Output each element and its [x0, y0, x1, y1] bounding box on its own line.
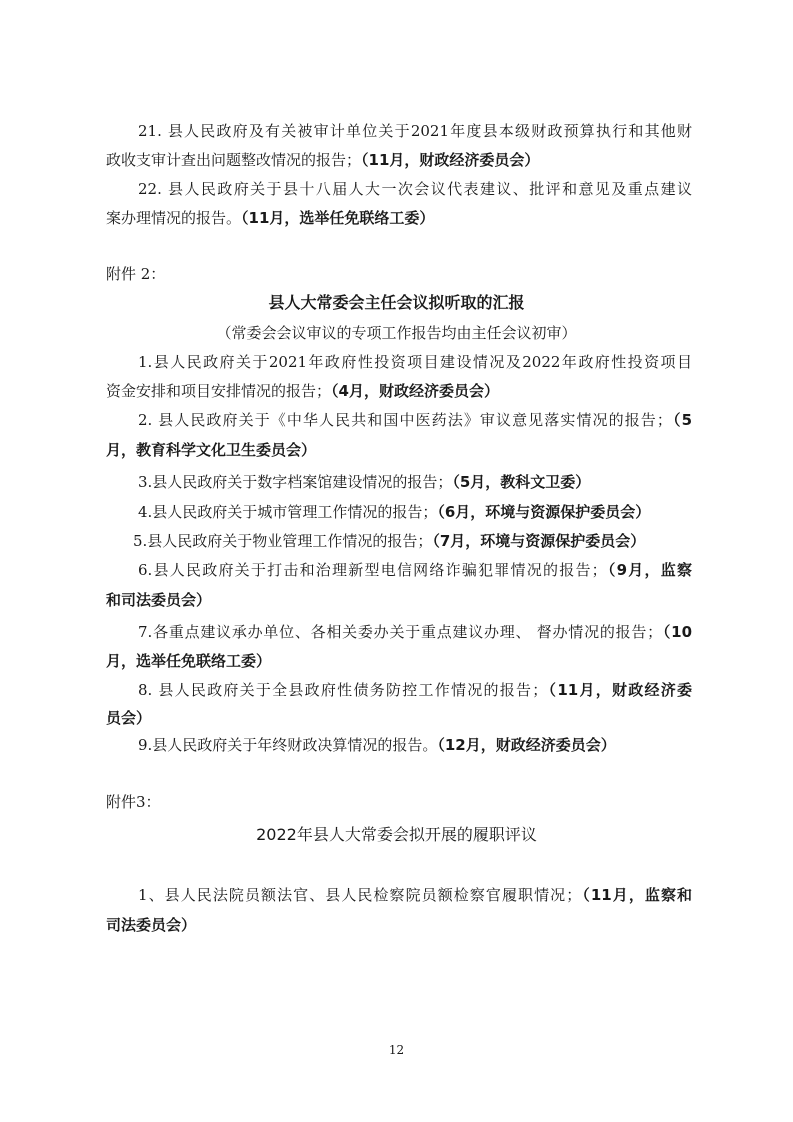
- item-note: （10: [662, 623, 692, 641]
- item-text: 5.县人民政府关于物业管理工作情况的报告；: [133, 532, 433, 550]
- annex-2-item-6-line-1: [138, 560, 692, 580]
- item-text: 2. 县人民政府关于《中华人民共和国中医药法》审议意见落实情况的报告；: [138, 411, 672, 429]
- item-note: （11月，选举任免联络工委）: [241, 209, 435, 227]
- annex-2-item-7-line-2: 月，选举任免联络工委）: [106, 652, 272, 670]
- item-21-line-2: [106, 150, 539, 170]
- annex-2-item-6-line-2: 和司法委员会）: [106, 591, 212, 609]
- annex-3-label: 附件3：: [106, 793, 161, 811]
- item-21-line-1: [138, 121, 692, 141]
- annex-2-item-5: [133, 531, 645, 551]
- item-text: 6.县人民政府关于打击和治理新型电信网络诈骗犯罪情况的报告；: [138, 561, 607, 579]
- item-note: （5月，教科文卫委）: [452, 473, 591, 491]
- item-text: 政收支审计查出问题整改情况的报告；: [106, 151, 362, 169]
- annex-2-item-3: [138, 472, 590, 492]
- item-22-line-2: [106, 208, 434, 228]
- item-text: 3.县人民政府关于数字档案馆建设情况的报告；: [138, 473, 453, 491]
- annex-2-item-1-line-2: [106, 381, 499, 401]
- annex-2-item-8-line-1: [138, 680, 692, 700]
- annex-2-item-8-line-2: 员会）: [106, 709, 152, 727]
- annex-2-item-4: [138, 502, 650, 522]
- annex-3-title: 2022年县人大常委会拟开展的履职评议: [256, 825, 537, 844]
- annex-2-item-9: [138, 735, 616, 755]
- item-note: （11月，监察和: [581, 886, 693, 904]
- item-note: （7月，环境与资源保护委员会）: [432, 532, 646, 550]
- annex-3-item-1-line-1: [138, 885, 692, 905]
- annex-2-item-7-line-1: [138, 622, 692, 642]
- page-number: 12: [388, 1043, 405, 1057]
- item-text: 4.县人民政府关于城市管理工作情况的报告；: [138, 503, 438, 521]
- item-note: （11月，财政经济委员会）: [361, 151, 540, 169]
- item-text: 9.县人民政府关于年终财政决算情况的报告。: [138, 736, 438, 754]
- annex-2-item-2-line-1: [138, 410, 692, 430]
- item-text: 22. 县人民政府关于县十八届人大一次会议代表建议、批评和意见及重点建议: [138, 180, 692, 198]
- item-text: 案办理情况的报告。: [106, 209, 242, 227]
- item-text: 资金安排和项目安排情况的报告；: [106, 382, 332, 400]
- item-note: （12月，财政经济委员会）: [437, 736, 616, 754]
- item-22-line-1: [138, 179, 692, 199]
- item-text: 7.各重点建议承办单位、各相关委办关于重点建议办理、 督办情况的报告；: [138, 623, 663, 641]
- annex-2-subtitle: （常委会会议审议的专项工作报告均由主任会议初审）: [216, 324, 577, 342]
- item-note: （6月，环境与资源保护委员会）: [437, 503, 651, 521]
- annex-3-item-1-line-2: 司法委员会）: [106, 916, 197, 934]
- annex-2-title: 县人大常委会主任会议拟听取的汇报: [268, 293, 525, 312]
- annex-2-label: 附件 2：: [106, 265, 166, 283]
- item-note: （11月，财政经济委: [547, 681, 692, 699]
- annex-2-item-1-line-1: [138, 352, 692, 372]
- item-text: 1、县人民法院员额法官、县人民检察院员额检察官履职情况；: [138, 886, 582, 904]
- annex-2-item-2-line-2: 月，教育科学文化卫生委员会）: [106, 441, 317, 459]
- item-note: （9月，监察: [606, 561, 692, 579]
- item-text: 1.县人民政府关于2021年政府性投资项目建设情况及2022年政府性投资项目: [138, 353, 692, 371]
- item-text: 8. 县人民政府关于全县政府性债务防控工作情况的报告；: [138, 681, 548, 699]
- item-note: （5: [671, 411, 693, 429]
- item-note: （4月，财政经济委员会）: [331, 382, 499, 400]
- item-text: 21. 县人民政府及有关被审计单位关于2021年度县本级财政预算执行和其他财: [138, 122, 692, 140]
